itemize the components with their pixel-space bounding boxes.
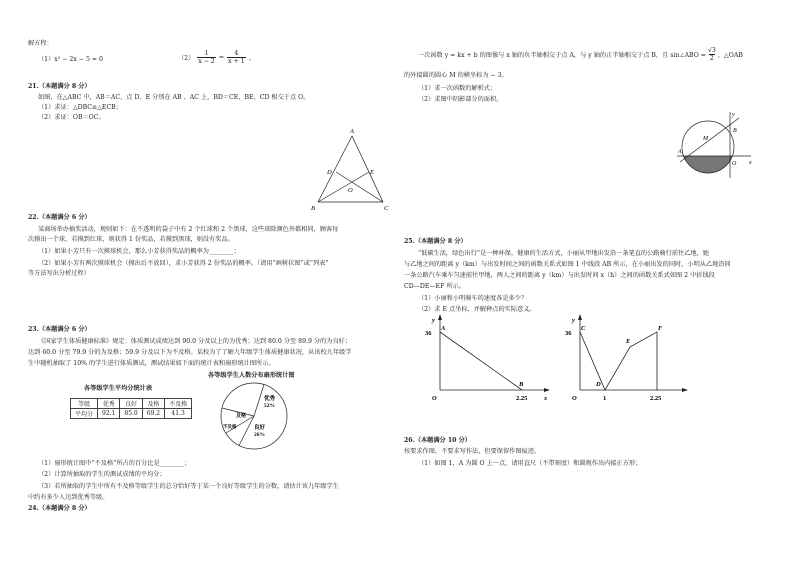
- q24-line-4: （2）求图中阴影部分的面积。: [418, 96, 503, 103]
- q22-line-4: （2）如果小芳有两次摸球机会（摸出后不放回），求小芳获得 2 份奖品的概率。（请用“画树状图”或“列表”: [38, 260, 329, 267]
- q23-line-5: （2）计算所抽取的学生的测试成绩的平均分；: [38, 471, 166, 478]
- x-arrow: [544, 388, 550, 392]
- q21-line-1: 如图，在△ABC 中，AB＝AC，点 D、E 分别在 AB 、AC 上，BD＝CE，BE、CD 相交于点 O。: [38, 94, 310, 101]
- equation-2: [178, 50, 255, 65]
- q25-line-5: （1）小丽和小明骑车的速度各是多少？: [418, 295, 528, 302]
- pie-title: 各等级学生人数分布扇形统计图: [208, 372, 295, 379]
- q23-line-2: 达到 60.0 分至 79.9 分的为及格；59.9 分及以下为不及格。某校为了了解九年级学生体质健康状况，从该校九年级学: [28, 349, 352, 356]
- label-x: x: [749, 160, 752, 166]
- label-y: y: [732, 112, 735, 118]
- table-cell: 69.2: [142, 409, 164, 419]
- fraction-2-numerator: 4: [234, 50, 239, 57]
- graph2-label-f: F: [658, 325, 663, 332]
- label-o: O: [732, 161, 737, 167]
- equation-1: （1）x² − 2x − 5 = 0: [38, 56, 103, 63]
- q23-line-7: 中约有多少人达到优秀等级。: [28, 494, 109, 501]
- label-c: C: [384, 205, 389, 212]
- graph1-tick-36: 36: [425, 330, 432, 337]
- equation-2-prefix: （2）: [178, 55, 195, 62]
- fraction-1-denominator: x − 2: [198, 58, 215, 65]
- table-header-row: [71, 399, 192, 409]
- graph2-label-c: C: [581, 325, 586, 332]
- q25-line-4: CD—DE—EF 所示。: [404, 283, 465, 290]
- fraction-2-denominator: x + 1: [228, 58, 245, 65]
- q21-line-2: （1）求证：△DBC≌△ECB；: [38, 104, 122, 111]
- label-a: A: [350, 128, 354, 135]
- q25-heading: 25.（本题满分 8 分）: [404, 238, 467, 245]
- graph2-tick-36: 36: [565, 330, 572, 337]
- pie-label-pass: 及格: [236, 414, 247, 419]
- graph1-label-y: y: [432, 317, 435, 324]
- segment-ab: [440, 332, 522, 390]
- y-arrow: [438, 314, 442, 320]
- label-b: B: [311, 205, 315, 212]
- fraction-2: [227, 50, 246, 65]
- pie-pct-excellent: 52%: [264, 403, 275, 409]
- q24-line-1-end: ，△OAB: [717, 52, 743, 59]
- q24-fraction: [708, 47, 716, 62]
- graph1-label-x: x: [544, 395, 548, 402]
- table-title: 各等级学生平均分统计表: [84, 385, 153, 392]
- distance-graph-2: [560, 312, 690, 402]
- q21-heading: 21.（本题满分 8 分）: [28, 83, 91, 90]
- q23-heading: 23.（本题满分 6 分）: [28, 326, 91, 333]
- q25-line-1: “低碳生活，绿色出行”是一种环保，健康的生活方式，小丽从甲地出发沿一条笔直的公路骑行前往乙地，她: [418, 250, 709, 257]
- label-m: M: [703, 136, 708, 142]
- q24-fraction-denominator: 2: [709, 55, 714, 62]
- table-cell: 41.3: [165, 409, 192, 419]
- score-table: [70, 398, 192, 419]
- graph2-label-d: D: [596, 381, 601, 388]
- q24-fraction-numerator: √3: [707, 47, 716, 54]
- q24-heading: 24.（本题满分 8 分）: [28, 505, 91, 512]
- q25-line-6: （2）求 E 点坐标，并解释点的实际意义。: [418, 306, 536, 313]
- x-arrow: [682, 388, 688, 392]
- fraction-1: [197, 50, 216, 65]
- q26-heading: 26.（本题满分 10 分）: [404, 437, 471, 444]
- pie-label-fail: 不及格: [223, 424, 237, 429]
- pie-label-excellent: 优秀: [264, 396, 276, 402]
- q22-line-3: （1）如果小芳只有一次摸球机会，那么小芳获得奖品的概率为________；: [38, 248, 240, 255]
- label-b: B: [733, 128, 737, 134]
- table-header-cell: 优秀: [98, 399, 120, 409]
- graph1-label-a: A: [441, 325, 446, 332]
- table-row-label: 平均分: [71, 409, 98, 419]
- q24-line-3: （1）求一次函数的解析式；: [418, 85, 497, 92]
- q22-line-2: 次摸出一个球，若摸到红球，则获得 1 份奖品，若摸到黑球，则没有奖品。: [28, 236, 234, 243]
- graph2-tick-1: 1: [603, 395, 607, 402]
- pie-divider: [254, 385, 264, 417]
- q24-line-2: 的外接圆的圆心 M 的横坐标为 − 3。: [404, 72, 508, 79]
- q22-line-5: 等方法写出分析过程）: [28, 270, 90, 277]
- q23-line-4: （1）扇形统计图中“不及格”所占的百分比是________；: [38, 460, 191, 467]
- q23-line-6: （3）若所抽取的学生中所有不及格等级学生的总分恰好等于某一个良好等级学生的分数，请估计该九年级学生: [38, 483, 339, 490]
- table-header-cell: 及格: [142, 399, 164, 409]
- label-d: D: [327, 169, 332, 176]
- table-row: [71, 409, 192, 419]
- graph1-tick-225: 2.25: [516, 395, 528, 402]
- distance-graph-1: [420, 312, 555, 402]
- q24-line-1: [418, 47, 743, 62]
- pie-label-good: 良好: [254, 425, 266, 431]
- q24-line-1-start: 一次函数 y = kx + b 的图像与 x 轴的负半轴相交于点 A，与 y 轴的正半轴相交于点 B，且 sin∠ABO =: [418, 52, 706, 59]
- label-o: O: [348, 187, 353, 194]
- pie-pct-good: 26%: [254, 432, 265, 438]
- graph2-tick-225: 2.25: [650, 395, 662, 402]
- q23-line-1: 《国家学生体质健康标准》规定：体质测试成绩达到 90.0 分及以上的为优秀；达到 80.0 分至 89.9 分的为良好；: [38, 338, 352, 345]
- q26-line-1: 按要求作图，不要求写作法，但要保留作图痕迹。: [404, 448, 541, 455]
- q26-line-2: （1）如图 1，A 为圆 O 上一点，请用直尺（不带刻度）和圆规作出内接正方形；: [418, 460, 642, 467]
- q25-line-2: 与乙地之间的距离 y（km）与出发时间之间的函数关系式如图 1 中线段 AB 所示，在小丽出发的同时，小明从乙地沿同: [404, 261, 731, 268]
- fraction-1-numerator: 1: [204, 50, 209, 57]
- graph1-label-b: B: [519, 381, 524, 388]
- label-e: E: [370, 169, 374, 176]
- equation-2-equals: =: [218, 54, 225, 61]
- y-arrow: [578, 314, 582, 320]
- graph2-label-y: y: [572, 317, 575, 324]
- graph2-label-o: O: [572, 395, 577, 402]
- q22-heading: 22.（本题满分 6 分）: [28, 214, 91, 221]
- graph1-label-o: O: [432, 395, 437, 402]
- q25-line-3: 一条公路汽车乘车匀速前往甲地，两人之间的距离 y（km）与出发时间 x（h）之间的函数关系式如图 2 中折线段: [404, 272, 715, 279]
- graph2-label-e: E: [626, 338, 631, 345]
- table-header-cell: 良好: [120, 399, 142, 409]
- q21-triangle-figure: [300, 122, 400, 214]
- q22-line-1: 某商场举办抽奖活动，规则如下：在不透明的袋子中有 2 个红球和 2 个黑球，这些球除颜色外都相同，顾客每: [38, 226, 339, 233]
- q21-line-3: （2）求证：OB＝OC。: [38, 114, 105, 121]
- grade-pie-chart: [218, 380, 290, 452]
- table-header-cell: 等级: [71, 399, 98, 409]
- table-cell: 85.0: [120, 409, 142, 419]
- q24-circle-figure: [675, 108, 757, 182]
- table-header-cell: 不及格: [165, 399, 192, 409]
- solve-label: 解方程：: [28, 40, 53, 47]
- equation-2-end: 。: [248, 55, 255, 62]
- polyline-cdef: [580, 332, 657, 390]
- table-cell: 92.1: [98, 409, 120, 419]
- label-a: A: [678, 149, 682, 155]
- q23-line-3: 生中随机抽取了 10% 的学生进行体质测试，测试结果如下面的统计表和扇形统计图所示。: [28, 360, 275, 367]
